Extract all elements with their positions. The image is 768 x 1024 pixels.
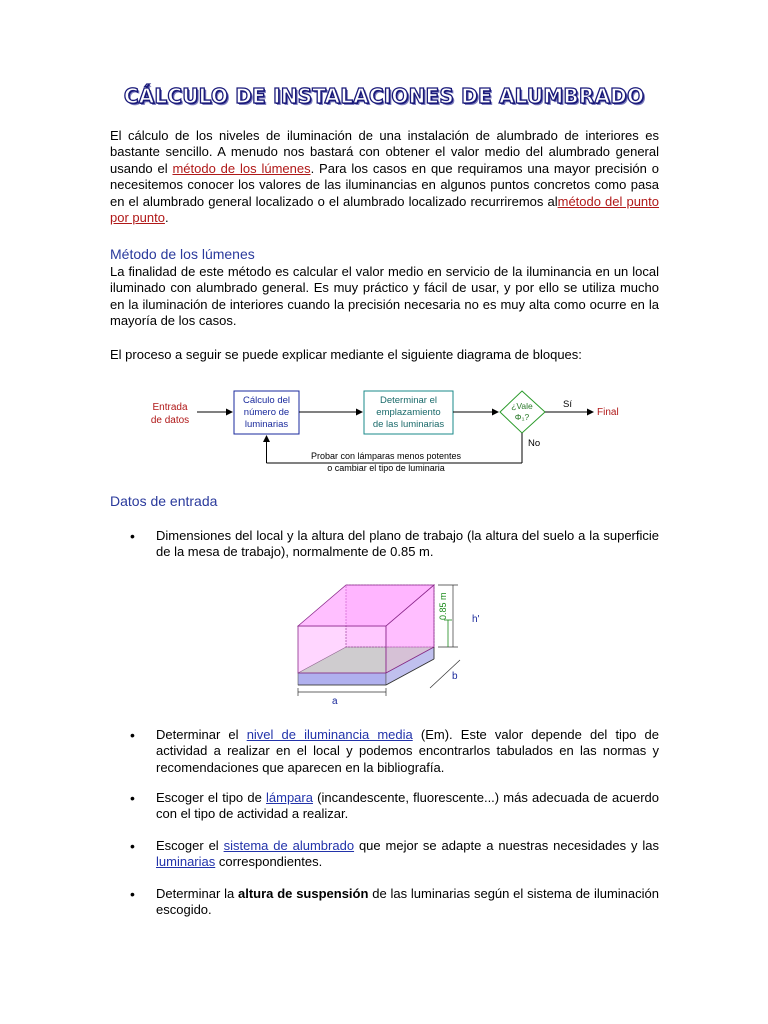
- room-front-floor-band: [298, 673, 386, 685]
- link-sistema-alumbrado[interactable]: sistema de alumbrado: [223, 838, 355, 853]
- intro-text-3: .: [164, 210, 169, 226]
- intro-paragraph: [110, 128, 659, 226]
- bullet-dot-2: •: [130, 727, 135, 743]
- b5-bold: altura de suspensión: [238, 886, 369, 901]
- flow-loop-label-2: o cambiar el tipo de luminaria: [327, 463, 445, 473]
- b2-text-2: (Em). Este valor depende del tipo de actividad a realizar en el local y podemos encontrarlos tabulados en las normas y recomendaciones que aparecen en la bibliografía.: [156, 727, 660, 775]
- link-metodo-lumenes[interactable]: método de los lúmenes: [172, 160, 311, 176]
- bullet-dot-5: •: [130, 886, 135, 902]
- room-label-a: a: [332, 696, 338, 707]
- room-label-b: b: [452, 671, 458, 682]
- bullet-dot-3: •: [130, 790, 135, 806]
- bullet-dot-1: •: [130, 528, 135, 544]
- link-nivel-iluminancia[interactable]: nivel de iluminancia media: [246, 727, 413, 742]
- flow-diagram: [140, 383, 640, 480]
- flow-input-label-1: Entrada: [152, 402, 188, 413]
- link-punto-por-punto[interactable]: método del punto por punto: [110, 193, 660, 226]
- flow-box1-line3: luminarias: [244, 419, 289, 430]
- b3-text-1: Escoger el tipo de: [156, 790, 266, 805]
- bullet-dimensiones: Dimensiones del local y la altura del plano de trabajo (la altura del suelo a la superficie de la mesa de trabajo), normalmente de 0.85 m.: [156, 528, 659, 560]
- bullet-sistema: [156, 838, 659, 871]
- b3-text-2: (incandescente, fluorescente...) más adecuada de acuerdo con el tipo de actividad a realizar.: [156, 790, 659, 822]
- bullet-iluminancia: [156, 727, 659, 776]
- room-label-h: h': [472, 614, 480, 625]
- flow-yes-label: Sí: [563, 399, 572, 410]
- bullet-altura: [156, 886, 659, 919]
- flow-box1-line2: número de: [243, 407, 290, 418]
- bullet-dot-4: •: [130, 838, 135, 854]
- section-heading-lumenes: Método de los lúmenes: [110, 246, 255, 262]
- bullet-lampara: [156, 790, 659, 823]
- b4-text-2: que mejor se adapte a nuestras necesidades y las: [354, 838, 659, 853]
- link-luminarias[interactable]: luminarias: [156, 854, 216, 870]
- intro-text-2: . Para los casos en que requiramos una mayor precisión o necesitemos conocer los valores de las iluminancias en algunos puntos concretos como pasa en el alumbrado general localizado o el alumbrado localizado recurriremos al: [110, 160, 659, 209]
- flow-diamond-line2: Φ₁?: [514, 412, 530, 422]
- b4-text-1: Escoger el: [156, 838, 224, 853]
- section-heading-datos: Datos de entrada: [110, 493, 218, 509]
- lumenes-paragraph: La finalidad de este método es calcular el valor medio en servicio de la iluminancia en un local iluminado con alumbrado general. Es muy práctico y fácil de usar, y por ello se utiliza mucho en la iluminación de interiores cuando la precisión necesaria no es muy alta como ocurre en la mayoría de los casos.: [110, 264, 659, 329]
- b4-text-3: correspondientes.: [215, 854, 323, 870]
- flow-final-label: Final: [597, 407, 619, 418]
- b5-text-2: de las luminarias según el sistema de iluminación escogido.: [156, 886, 659, 918]
- room-label-085: 0.85 m: [438, 592, 448, 620]
- room-diagram: [280, 580, 500, 710]
- flow-box2-line2: emplazamiento: [376, 407, 441, 418]
- b2-text-1: Determinar el: [156, 727, 247, 742]
- flow-no-label: No: [528, 438, 541, 449]
- flow-loop-label-1: Probar con lámparas menos potentes: [310, 451, 462, 461]
- flow-box1-line1: Cálculo del: [243, 395, 290, 406]
- flow-input-label-2: de datos: [150, 415, 190, 426]
- b5-text-1: Determinar la: [156, 886, 239, 901]
- intro-text-1: El cálculo de los niveles de iluminación de una instalación de alumbrado de interiores es bastante sencillo. A menudo nos bastará con obtener el valor medio del alumbrado general usando el: [110, 128, 659, 176]
- flow-diamond-line1: ¿Vale: [511, 401, 533, 411]
- page-title: CÁLCULO DE INSTALACIONES DE ALUMBRADO: [123, 84, 645, 108]
- flow-box2-line3: de las luminarias: [372, 419, 445, 430]
- flow-box2-line1: Determinar el: [379, 395, 438, 406]
- link-lampara[interactable]: lámpara: [266, 790, 313, 805]
- diagram-intro-paragraph: El proceso a seguir se puede explicar mediante el siguiente diagrama de bloques:: [110, 347, 582, 362]
